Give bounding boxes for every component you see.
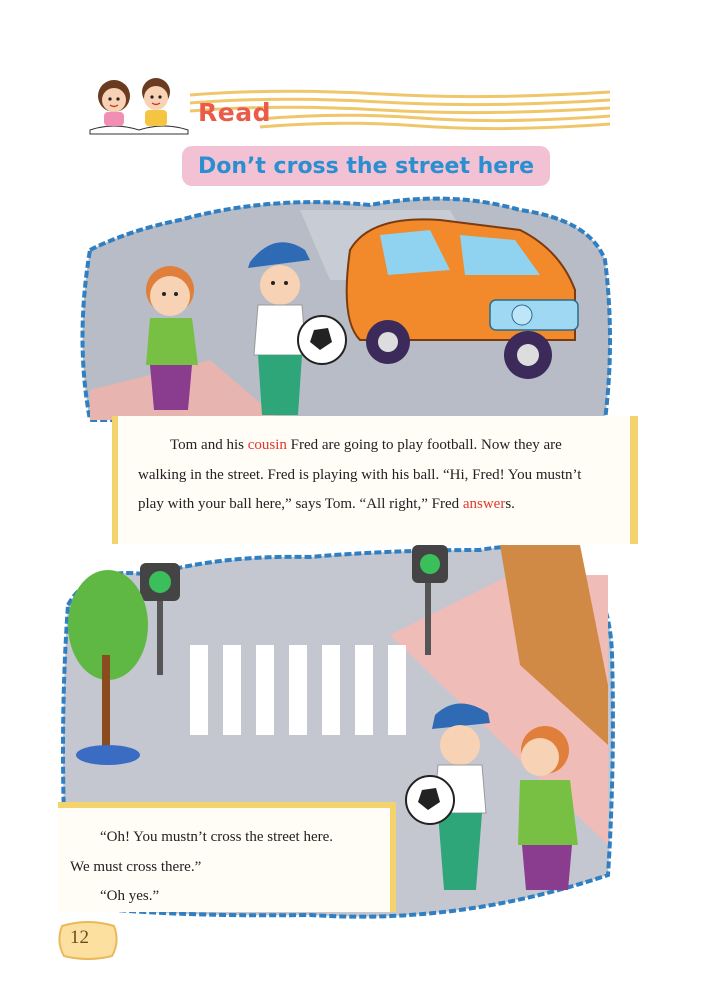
dialogue-line: “Oh yes.” [100,888,160,904]
story-text-box [118,416,630,544]
dialogue-line: We must cross there.” [70,858,202,875]
story-paragraph: Tom and his cousin Fred are going to play football. Now they are walking in the street. Fred is playing with his ball. “Hi, Fred! You mustn’t play with your ball here,” says Tom. “All right,” Fred answers. [138,437,582,512]
vocab-answer: answer [462,496,506,512]
lesson-title: Don’t cross the street here [197,153,534,179]
kids-reading-icon [84,70,194,136]
vocab-cousin: cousin [247,437,287,453]
dialogue-text-box [58,808,390,912]
football-icon [298,316,346,364]
page-number: 12 [70,927,89,948]
dialogue-line: “Oh! You mustn’t cross the street here. [100,829,334,845]
lesson-title-banner [182,146,550,186]
section-label: Read [198,98,271,127]
